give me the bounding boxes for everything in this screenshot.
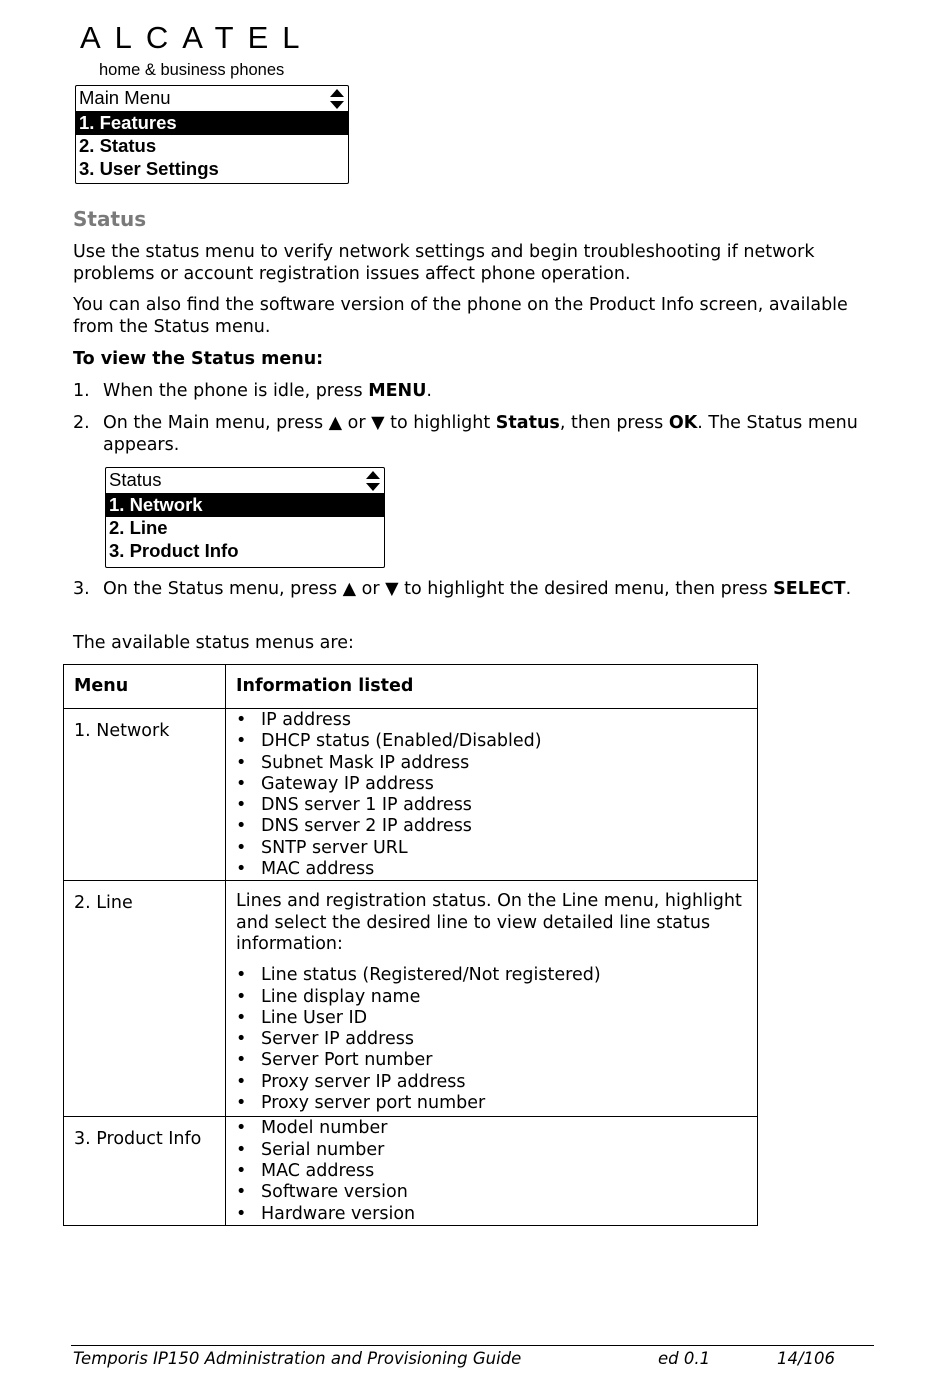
list-item: • Gateway IP address: [236, 774, 749, 795]
main-menu-screen: [75, 85, 349, 184]
menu-item-product-info: 3. Product Info: [109, 540, 239, 561]
row-info-product-info: [226, 1117, 758, 1225]
list-item: • Serial number: [236, 1140, 749, 1161]
screen-title: Main Menu: [76, 86, 348, 112]
network-bullet-list: [236, 710, 749, 880]
table-row: [64, 881, 758, 1117]
menu-key-label: MENU: [368, 381, 427, 401]
alcatel-logo: ALCATEL: [80, 20, 314, 55]
step-3: 3. On the Status menu, press ▲ or ▼ to highlight the desired menu, then press SELECT.: [73, 579, 852, 599]
list-item: • Subnet Mask IP address: [236, 753, 749, 774]
line-description: Lines and registration status. On the Line menu, highlight and select the desired line to view detailed line status information:: [236, 891, 742, 954]
menu-item-user-settings: 3. User Settings: [79, 158, 219, 179]
table-header-row: [64, 665, 758, 709]
header-information: Information listed: [226, 665, 758, 709]
footer-divider: [71, 1345, 874, 1346]
row-menu-network: 1. Network: [64, 709, 226, 881]
scroll-arrows-icon: [330, 89, 344, 109]
row-info-line: [226, 881, 758, 1117]
row-menu-line: 2. Line: [64, 881, 226, 1117]
row-menu-product-info: 3. Product Info: [64, 1117, 226, 1225]
list-item: • Software version: [236, 1182, 749, 1203]
tagline: home & business phones: [99, 61, 285, 79]
line-bullet-list: [236, 965, 749, 1114]
list-item: • Proxy server IP address: [236, 1072, 749, 1093]
list-item: • MAC address: [236, 859, 749, 880]
list-item: • Line User ID: [236, 1008, 749, 1029]
table-row: [64, 709, 758, 881]
step-1: 1. When the phone is idle, press MENU.: [73, 381, 432, 401]
list-item: • Line display name: [236, 987, 749, 1008]
list-item: • Line status (Registered/Not registered): [236, 965, 749, 986]
header-menu: Menu: [64, 665, 226, 709]
step-2: 2. On the Main menu, press ▲ or ▼ to highlight Status, then press OK. The Status menu appears.: [73, 413, 858, 455]
list-item: • DHCP status (Enabled/Disabled): [236, 731, 749, 752]
list-item: • Hardware version: [236, 1204, 749, 1225]
product-info-bullet-list: [236, 1118, 749, 1224]
status-menu-screen: [105, 467, 385, 568]
row-info-network: [226, 709, 758, 881]
menu-item-network: 1. Network: [106, 494, 384, 517]
footer-guide-title: Temporis IP150 Administration and Provisioning Guide: [73, 1349, 522, 1368]
list-item: • Server IP address: [236, 1029, 749, 1050]
table-row: [64, 1117, 758, 1225]
status-menus-table: [63, 664, 758, 1226]
footer-page-number: 14/106: [777, 1349, 836, 1368]
list-item: • MAC address: [236, 1161, 749, 1182]
menu-item-features: 1. Features: [76, 112, 348, 135]
menu-item-status: 2. Status: [79, 135, 157, 156]
list-item: • SNTP server URL: [236, 838, 749, 859]
ok-key-label: OK: [668, 413, 698, 433]
footer-edition: ed 0.1: [658, 1349, 711, 1368]
list-item: • Server Port number: [236, 1050, 749, 1071]
section-heading: Status: [73, 207, 147, 231]
available-menus-intro: The available status menus are:: [73, 633, 354, 653]
scroll-arrows-icon: [366, 471, 380, 491]
list-item: • Model number: [236, 1118, 749, 1139]
list-item: • DNS server 1 IP address: [236, 795, 749, 816]
list-item: • Proxy server port number: [236, 1093, 749, 1114]
menu-item-line: 2. Line: [109, 517, 168, 538]
list-item: • DNS server 2 IP address: [236, 816, 749, 837]
intro-paragraph: Use the status menu to verify network settings and begin troubleshooting if network problems or account registration issues affect phone operation.: [73, 242, 815, 284]
software-version-paragraph: You can also find the software version of the phone on the Product Info screen, available from the Status menu.: [73, 295, 848, 337]
list-item: • IP address: [236, 710, 749, 731]
screen-title: Status: [106, 468, 384, 494]
select-key-label: SELECT: [773, 579, 846, 599]
procedure-title: To view the Status menu:: [73, 349, 324, 369]
